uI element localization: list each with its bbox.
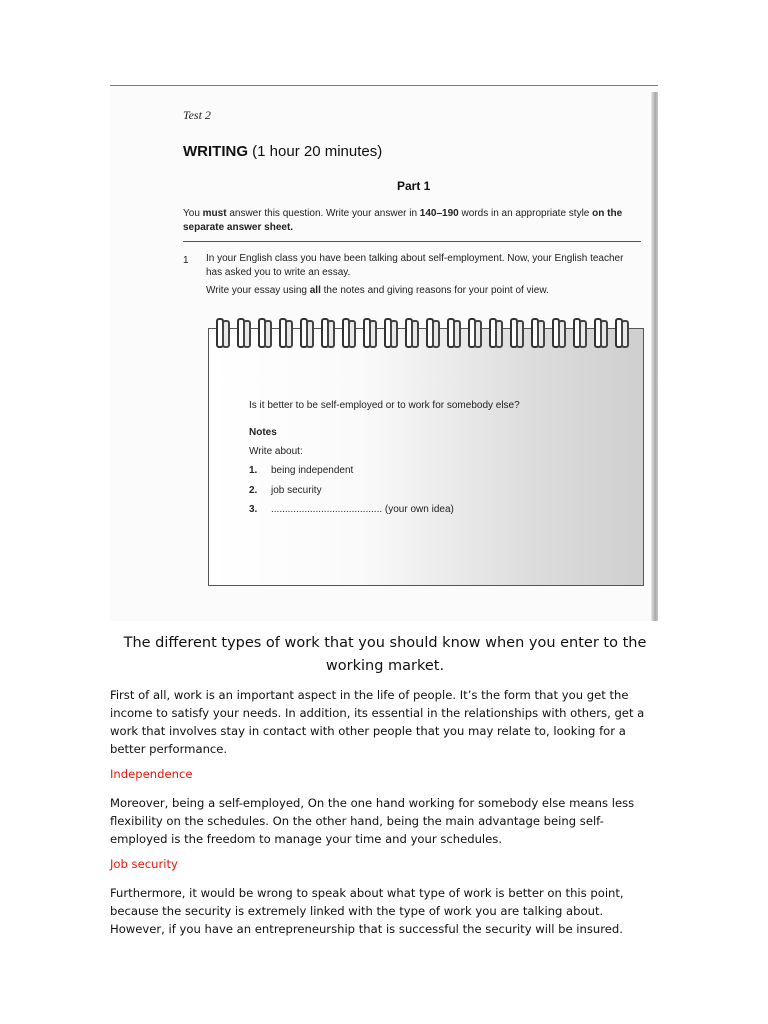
spiral-ring (508, 318, 522, 346)
notebook-item-number: 3. (249, 504, 258, 515)
spiral-ring (277, 318, 291, 346)
notebook-item (249, 504, 454, 515)
notebook-write-about: Write about: (249, 446, 303, 457)
section-heading-job-security: Job security (110, 857, 178, 871)
spiral-ring (361, 318, 375, 346)
spiral-ring (445, 318, 459, 346)
spiral-ring (571, 318, 585, 346)
spiral-ring (319, 318, 333, 346)
instruction-rule (183, 241, 641, 242)
spiral-ring (403, 318, 417, 346)
instruction-answer-sheet: on the separate answer sheet. (183, 208, 623, 233)
spiral-ring (235, 318, 249, 346)
scan-edge-shadow (651, 92, 658, 621)
question-text: In your English class you have been talking about self-employment. Now, your English teacher has asked you to write an essay. (206, 253, 624, 278)
notebook-illustration (208, 328, 644, 586)
notebook-item (249, 465, 353, 476)
instruction-text (183, 207, 645, 235)
spiral-ring (550, 318, 564, 346)
writing-heading-bold: WRITING (183, 143, 248, 160)
instruction-word-count: 140–190 (419, 208, 459, 219)
exam-page-scan (110, 86, 658, 621)
notebook-item-number: 1. (249, 465, 258, 476)
spiral-ring (214, 318, 228, 346)
spiral-ring (382, 318, 396, 346)
notebook-item-text: ........................................ (your own idea) (271, 504, 454, 515)
question-subtext (206, 285, 626, 296)
section-heading-independence: Independence (110, 767, 193, 781)
instruction-part: answer this question. Write your answer in (226, 208, 420, 219)
instruction-must: must (202, 208, 227, 219)
notebook-notes-label: Notes (249, 427, 277, 438)
intro-paragraph: First of all, work is an important aspect in the life of people. It’s the form that you get the income to satisfy your needs. In addition, its essential in the relationships with others, get a work that involves stay in contact with other people that you may relate to, looking for a better performance. (110, 688, 645, 756)
writing-heading-duration: (1 hour 20 minutes) (248, 143, 383, 160)
spiral-binding (214, 318, 638, 348)
spiral-ring (256, 318, 270, 346)
writing-heading (183, 143, 382, 160)
spiral-ring (487, 318, 501, 346)
notebook-item-text: being independent (271, 465, 354, 476)
document-title: The different types of work that you should know when you enter to the working market. (123, 635, 647, 674)
question-subtext-part: the notes and giving reasons for your point of view. (320, 285, 549, 296)
instruction-part: words in an appropriate style (458, 208, 593, 219)
spiral-ring (424, 318, 438, 346)
notebook-question: Is it better to be self-employed or to work for somebody else? (249, 400, 520, 411)
spiral-ring (298, 318, 312, 346)
question-subtext-part: Write your essay using (206, 285, 310, 296)
spiral-ring (466, 318, 480, 346)
independence-paragraph: Moreover, being a self-employed, On the one hand working for somebody else means less flexibility on the schedules. On the other hand, being the main advantage being self-employed is the freedom to manage your time and your schedules. (110, 796, 635, 846)
test-label: Test 2 (183, 108, 211, 122)
notebook-item (249, 485, 322, 496)
notebook-item-number: 2. (249, 485, 258, 496)
question-subtext-all: all (309, 285, 321, 296)
spiral-ring (592, 318, 606, 346)
instruction-part: You (183, 208, 203, 219)
job-security-paragraph: Furthermore, it would be wrong to speak about what type of work is better on this point, because the security is extremely linked with the type of work you are talking about. However, if you have an entrepreneurship that is successful the security will be insured. (110, 886, 624, 936)
spiral-ring (529, 318, 543, 346)
notebook-item-text: job security (271, 485, 322, 496)
part-label: Part 1 (397, 179, 431, 193)
spiral-ring (613, 318, 627, 346)
spiral-ring (340, 318, 354, 346)
question-number: 1 (183, 255, 189, 266)
